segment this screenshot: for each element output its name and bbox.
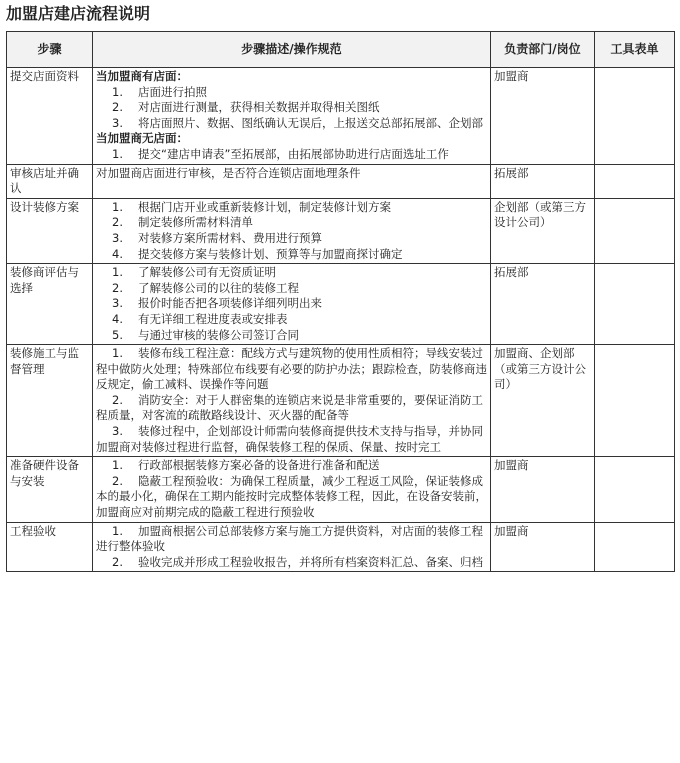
list-item: 1. 提交“建店申请表”至拓展部，由拓展部协助进行店面选址工作 [112,146,449,161]
process-table [6,31,675,572]
list-item: 2. 消防安全：对于人群密集的连锁店来说是非常重要的，要保证消防工程质量，对客流的疏散路线设计、灭火器的配备等 [96,392,483,423]
header-description: 步骤描述/操作规范 [93,32,491,68]
section-heading: 当加盟商有店面： [96,69,188,83]
table-header-row [7,32,675,68]
department-cell: 加盟商 [491,457,595,522]
department-cell: 加盟商、企划部（或第三方设计公司） [491,345,595,457]
list-item: 3. 报价时能否把各项装修详细列明出来 [112,296,322,311]
header-step: 步骤 [7,32,93,68]
description-cell [93,345,491,457]
step-list [96,200,487,262]
step-list [96,265,487,343]
tool-cell [595,198,675,263]
list-item: 3. 装修过程中，企划部设计师需向装修商提供技术支持与指导，并协同加盟商对装修过程进行监督，确保装修工程的保质、保量、按时完工 [96,424,483,454]
list-item: 1. 了解装修公司有无资质证明 [112,265,276,280]
step-cell: 准备硬件设备与安装 [7,457,93,522]
table-row [7,198,675,263]
list-item: 5. 与通过审核的装修公司签订合同 [112,327,299,342]
description-cell [93,264,491,345]
description-cell [93,68,491,165]
table-row [7,164,675,198]
step-cell: 工程验收 [7,522,93,572]
list-item: 2. 验收完成并形成工程验收报告，并将所有档案资料汇总、备案、归档 [112,554,483,569]
header-department: 负责部门/岗位 [491,32,595,68]
step-cell: 装修商评估与选择 [7,264,93,345]
tool-cell [595,164,675,198]
tool-cell [595,457,675,522]
header-tools: 工具表单 [595,32,675,68]
table-row [7,264,675,345]
list-item: 2. 了解装修公司的以往的装修工程 [112,280,299,295]
description-cell [93,457,491,522]
step-list [96,147,487,163]
page-title: 加盟店建店流程说明 [6,4,151,23]
step-list [96,458,487,520]
tool-cell [595,68,675,165]
list-item: 3. 将店面照片、数据、图纸确认无误后，上报送交总部拓展部、企划部 [112,115,483,130]
list-item: 1. 装修布线工程注意：配线方式与建筑物的使用性质相符；导线安装过程中做防火处理；特殊部位布线要有必要的防护办法；跟踪检查，防装修商违反规定，偷工减料、误操作等问题 [96,346,487,392]
list-item: 4. 提交装修方案与装修计划、预算等与加盟商探讨确定 [112,246,403,261]
description-cell [93,198,491,263]
table-row [7,345,675,457]
step-cell: 装修施工与监督管理 [7,345,93,457]
description-cell [93,522,491,572]
description-cell: 对加盟商店面进行审核，是否符合连锁店面地理条件 [93,164,491,198]
step-cell: 审核店址并确认 [7,164,93,198]
table-row [7,457,675,522]
department-cell: 加盟商 [491,522,595,572]
department-cell: 拓展部 [491,164,595,198]
table-row [7,522,675,572]
step-cell: 提交店面资料 [7,68,93,165]
step-cell: 设计装修方案 [7,198,93,263]
department-cell: 加盟商 [491,68,595,165]
tool-cell [595,345,675,457]
section-heading: 当加盟商无店面： [96,131,188,146]
department-cell: 拓展部 [491,264,595,345]
list-item: 1. 根据门店开业或重新装修计划，制定装修计划方案 [112,199,391,214]
department-cell: 企划部（或第三方设计公司） [491,198,595,263]
tool-cell [595,522,675,572]
step-list [96,524,487,571]
table-row [7,68,675,165]
list-item: 3. 对装修方案所需材料、费用进行预算 [112,230,322,245]
list-item: 1. 行政部根据装修方案必备的设备进行准备和配送 [112,458,380,473]
list-item: 2. 制定装修所需材料清单 [112,215,253,230]
tool-cell [595,264,675,345]
step-list [96,346,487,455]
list-item: 1. 店面进行拍照 [112,84,207,99]
list-item: 2. 对店面进行测量，获得相关数据并取得相关图纸 [112,100,380,115]
list-item: 1. 加盟商根据公司总部装修方案与施工方提供资料，对店面的装修工程进行整体验收 [96,523,483,554]
list-item: 2. 隐蔽工程预验收：为确保工程质量，减少工程返工风险，保证装修成本的最小化，确保在工期内能按时完成整体装修工程，因此，在设备安装前，加盟商应对前期完成的隐蔽工程进行预验收 [96,473,487,520]
list-item: 4. 有无详细工程进度表或安排表 [112,311,288,326]
step-list [96,85,487,132]
